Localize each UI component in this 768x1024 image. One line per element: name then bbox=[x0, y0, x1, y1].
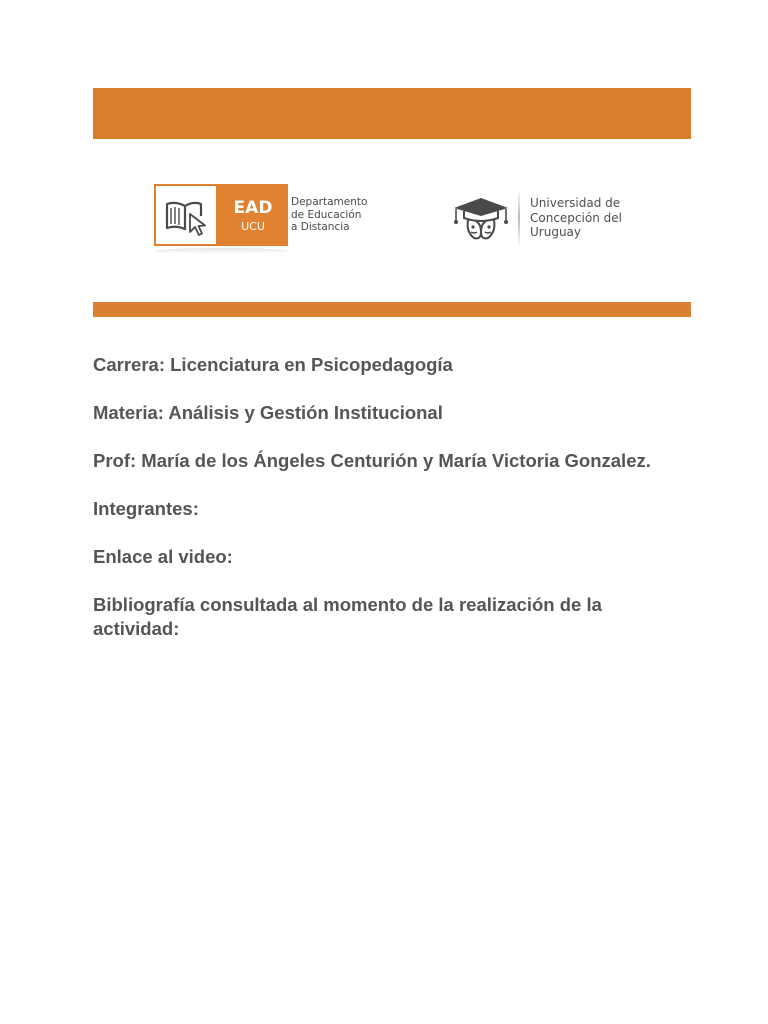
document-body bbox=[93, 353, 663, 665]
university-name bbox=[530, 196, 640, 240]
ead-title: EAD bbox=[233, 198, 273, 218]
logo-shadow bbox=[156, 248, 288, 254]
department-line: de Educación bbox=[291, 208, 362, 221]
open-book-icon bbox=[163, 198, 211, 238]
ead-orange-box bbox=[218, 184, 288, 246]
professor-line: Prof: María de los Ángeles Centurión y María Victoria Gonzalez. bbox=[93, 450, 651, 471]
department-line: a Distancia bbox=[291, 221, 350, 233]
logo-divider bbox=[518, 188, 520, 248]
bibliography-line: Bibliografía consultada al momento de la realización de la actividad: bbox=[93, 594, 602, 639]
university-name-line: Concepción del bbox=[530, 210, 622, 225]
book-icon-box bbox=[154, 184, 218, 246]
ead-subtitle: UCU bbox=[241, 220, 265, 233]
header-bottom-orange-bar bbox=[93, 302, 691, 317]
materia-line: Materia: Análisis y Gestión Institucional bbox=[93, 402, 443, 423]
carrera-line: Carrera: Licenciatura en Psicopedagogía bbox=[93, 354, 453, 375]
department-line: Departamento bbox=[291, 196, 368, 208]
university-name-line: Universidad de bbox=[530, 196, 621, 210]
ucu-logo bbox=[450, 188, 640, 250]
university-emblem-icon bbox=[450, 194, 512, 242]
department-name bbox=[291, 196, 391, 234]
header-orange-bar bbox=[93, 88, 691, 139]
university-name-line: Uruguay bbox=[530, 225, 581, 239]
integrantes-line: Integrantes: bbox=[93, 498, 199, 519]
video-link-line: Enlace al video: bbox=[93, 546, 233, 567]
ead-logo bbox=[154, 184, 384, 254]
